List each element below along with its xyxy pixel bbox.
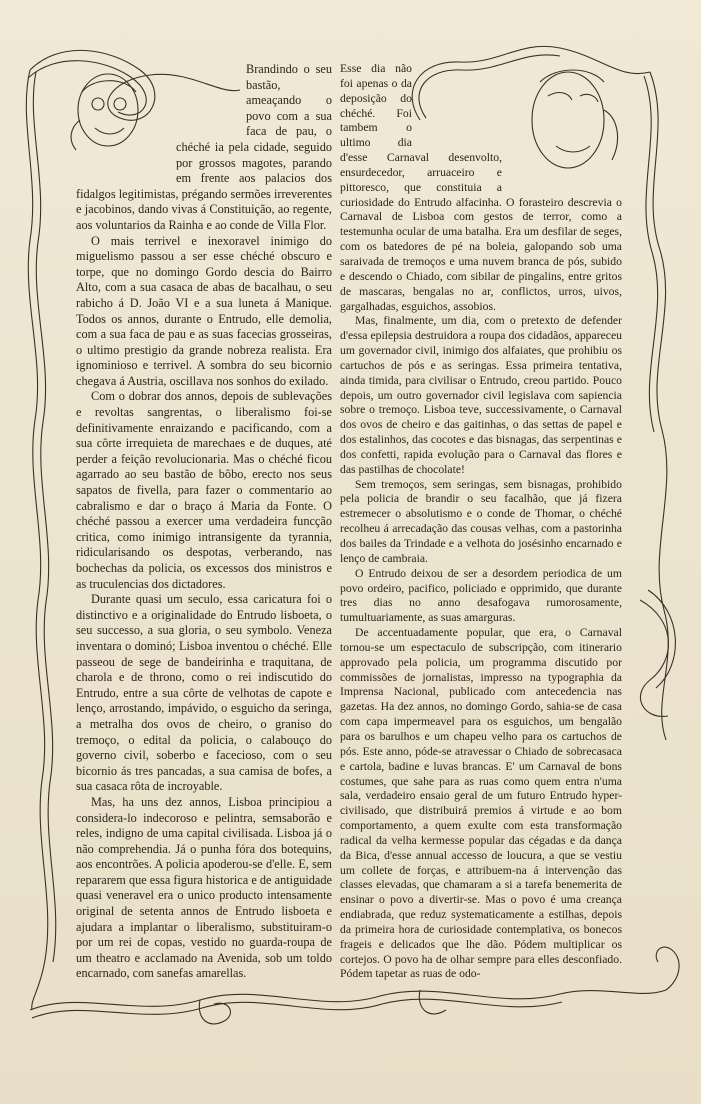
left-column	[76, 62, 332, 982]
right-paragraph-4: O Entrudo deixou de ser a desordem periodica de um povo ordeiro, pacifico, policiado e opprimido, que durante tres dias no anno desafogava rumorosamente, tumultuariamente, as suas amarguras.	[340, 566, 622, 625]
right-paragraph-5: De accentuadamente popular, que era, o Carnaval tornou-se um espectaculo de subscripção, com itinerario approvado pela policia, um programma discutido por commissões de jornalistas, impresso na typographia da Imprensa Nacional, publicado com antecedencia nas gazetas. Ha dez annos, no domingo Gordo, sahia-se de casa com capa impermeavel para os esguichos, um bengalão para os barulhos e um chapeu velho para os cartuchos de pós. Este anno, póde-se atravessar o Chiado de sobrecasaca e cartola, badine e luvas brancas. E' um Carnaval de bons costumes, que sahe para as ruas como quem entra n'uma sala, verdadeiro ensaio geral de um futuro Entrudo hyper-civilisado, que distribuirá premios á virtude e ao bom comportamento, a quem exulte com esta transformação radical da velha kermesse popular das cégadas e da dança da Bica, d'esse annual accesso de loucura, a que se vestiu um collete de forças, e attribuem-na á intervenção das classes elevadas, que chamaram a si a tarefa benemerita de ensinar o povo a divertir-se. Mas o povo é uma creança endiabrada, que reduz systematicamente a estilhas, depois da primeira hora de curiosidade contemplativa, os bonecos frageis e delicados que lhe dão. Pódem multiplicar os cortejos. O povo ha de olhar sempre para elles desconfiado. Pódem tapetar as ruas de odo-	[340, 626, 622, 981]
left-paragraph-5: Mas, ha uns dez annos, Lisboa principiou a considera-lo indecoroso e pelintra, semsaborão e reles, indigno de uma capital civilisada. Lisboa já o não comprehendia. Já o punha fóra dos botequins, aos encontrões. A policia apoderou-se d'elle. E, sem repararem que essa figura historica e de antiguidade quasi veneravel era o unico producto intensamente original de setenta annos de Entrudo lisboeta e ajudara a implantar o liberalismo, substituiram-o por um rei de copas, vestido no guarda-roupa de um theatro e acclamado na Avenida, sob um toldo encarnado, com sanefas amarellas.	[76, 794, 332, 981]
right-column-spacer	[412, 62, 622, 144]
right-column-spacer-2	[502, 144, 622, 184]
left-paragraph-3: Com o dobrar dos annos, depois de sublevações e revoltas sangrentas, o liberalismo foi-se definitivamente enraizando e pacificando, com a sua côrte irrequieta de marechaes e de duques, até perder a feição revolucionaria. Mas o chéché ficou agarrado ao seu bastão de bôbo, erecto nos seus sapatos de fivella, para fazer o commentario ao cabralismo e dar o braço á Maria da Fonte. O chéché passou a exercer uma verdadeira funcção critica, como inimigo intransigente da tyrannia, ridicularisando os despotas, verberando, nas bochechas da policia, os excessos dos ministros e as truculencias dos dictadores.	[76, 389, 332, 591]
left-paragraph-1: Brandindo o seu bastão, ameaçando o povo com a sua faca de pau, o chéché ia pela cidade, seguido por grossos magotes, parando em frente aos palacios dos fidalgos legitimistas, prégando sermões irreverentes e jacobinos, dando vivas á Constituição, ao regente, aos voluntarios da Rainha e ao conde de Villa Flor.	[76, 62, 332, 232]
right-column	[340, 62, 622, 982]
right-paragraph-2: Mas, finalmente, um dia, com o pretexto de defender d'essa epilepsia destruidora a roupa dos cidadãos, appareceu um governador civil, inimigo dos alfaiates, que prohibiu os cartuchos de pós e as seringas. Essa primeira tentativa, ainda timida, para civilisar o Entrudo, creou partido. Pouco depois, um outro governador civil legislava com sapiencia sobre o tremoço. Lisboa teve, successivamente, o Carnaval dos ovos de cheiro e das gaitinhas, o das settas de papel e dos estalinhos, das cocotes e das bisnagas, das serpentinas e dos confetti, rapida evolução para o Carnaval das flores e das pastilhas de chocolate!	[340, 314, 622, 476]
left-column-spacer-2	[76, 134, 176, 182]
left-column-spacer	[76, 62, 246, 134]
right-paragraph-3: Sem tremoços, sem seringas, sem bisnagas, prohibido pela policia de brandir o seu facalhão, que já fizera estremecer o absolutismo e o conde de Thomar, o chéché recolheu á arrecadação das cousas velhas, com a pastorinha dos bailes da Trindade e a velhota do josésinho encarnado e lenço de cambraia.	[340, 477, 622, 565]
right-paragraph-1: Esse dia não foi apenas o da deposição do chéché. Foi tambem o ultimo dia d'esse Carnaval desenvolto, ensurdecedor, arruaceiro e pittoresco, que constituia a curiosidade do Entrudo alfacinha. O forasteiro descrevia o Carnaval de Lisboa com gestos de terror, como a testemunha ocular de uma batalha. Era um desfilar de seges, com os batedores de pé na boleia, galopando sob uma saraivada de tremoços e uma nuvem branca de pós, subido e descendo o Chiado, com sibilar de pingalins, entre gritos de mascaras, bengalas no ar, conflictos, urros, uivos, gargalhadas, esguichos, assobios.	[340, 62, 623, 313]
left-paragraph-2: O mais terrivel e inexoravel inimigo do miguelismo passou a ser esse chéché obscuro e torpe, que no domingo Gordo descia do Bairro Alto, com a sua casaca de abas de bacalhau, o seu rabicho á D. João VI e a sua luneta á Manique. Todos os annos, durante o Entrudo, elle demolia, com a sua faca de pau e as suas facecias grosseiras, o ultimo prestigio da grande nobreza realista. Era ignominioso e terrivel. A sombra do seu bicornio chegava á Austria, oscillava nos sonhos do exilado.	[76, 233, 332, 388]
left-paragraph-4: Durante quasi um seculo, essa caricatura foi o distinctivo e a originalidade do Entrudo lisboeta, o seu successo, a sua gloria, o seu symbolo. Veneza inventara o dominó; Lisboa inventou o chéché. Elle passeou de sege de bandeirinha e traquitana, de charola e de throno, como o rei indiscutido do Entrudo, entre a sua côrte de velhotas de capote e lenço, arrostando, impávido, o esguicho da seringa, a metralha dos ovos de cheiro, o graniso do tremoço, o edital da policia, o calabouço do governo civil, soberbo e facecioso, com o seu bicornio ás tres pancadas, a sua camisa de bofes, a sua casaca rôta de incroyable.	[76, 592, 332, 794]
